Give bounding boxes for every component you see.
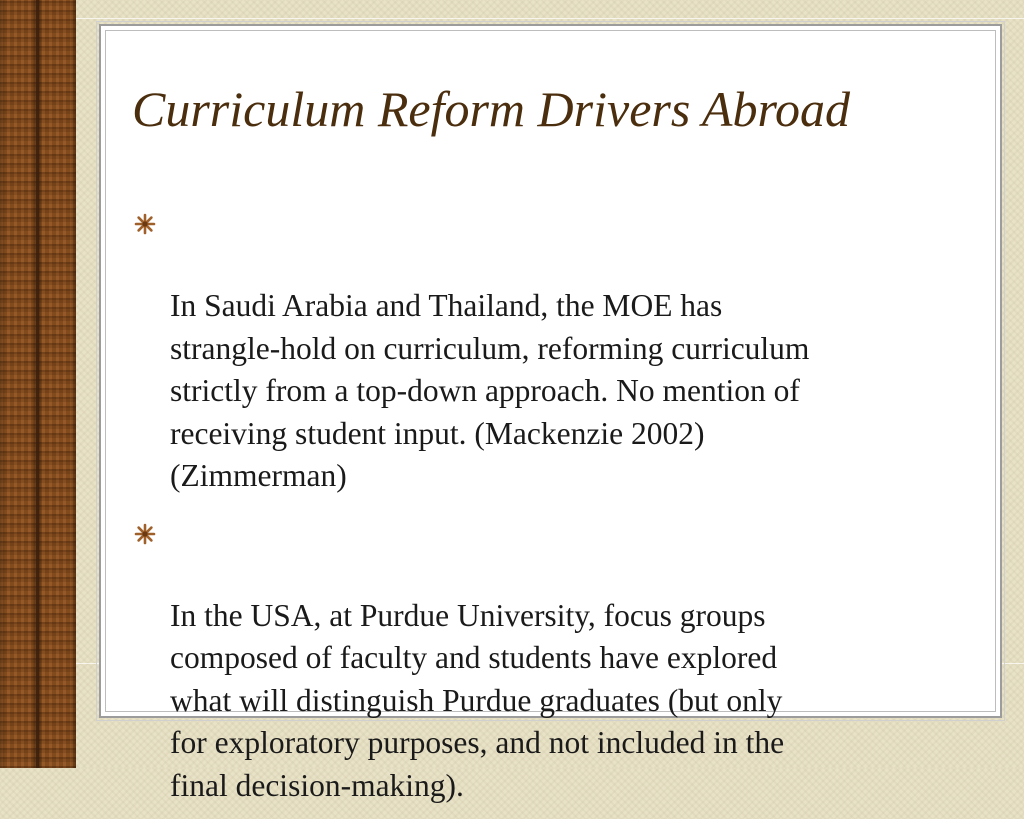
bullet-list [132, 200, 982, 819]
wood-strip-divider [36, 0, 39, 768]
bullet-text: In Saudi Arabia and Thailand, the MOE has strangle-hold on curriculum, reforming curriculum strictly from a top-down approach. No mention of receiving student input. (Mackenzie 2002) (Zimmerman) [170, 288, 810, 493]
bullet-item [132, 510, 982, 808]
asterisk-star-icon [134, 523, 156, 545]
bullet-item [132, 200, 982, 498]
asterisk-star-icon [134, 213, 156, 235]
background-guide-line-top [76, 18, 1024, 19]
bullet-text: In the USA, at Purdue University, focus groups composed of faculty and students have explored what will distinguish Purdue graduates (but only for exploratory purposes, and not included in the final decision-making). [170, 597, 785, 803]
slide-title: Curriculum Reform Drivers Abroad [132, 81, 851, 137]
